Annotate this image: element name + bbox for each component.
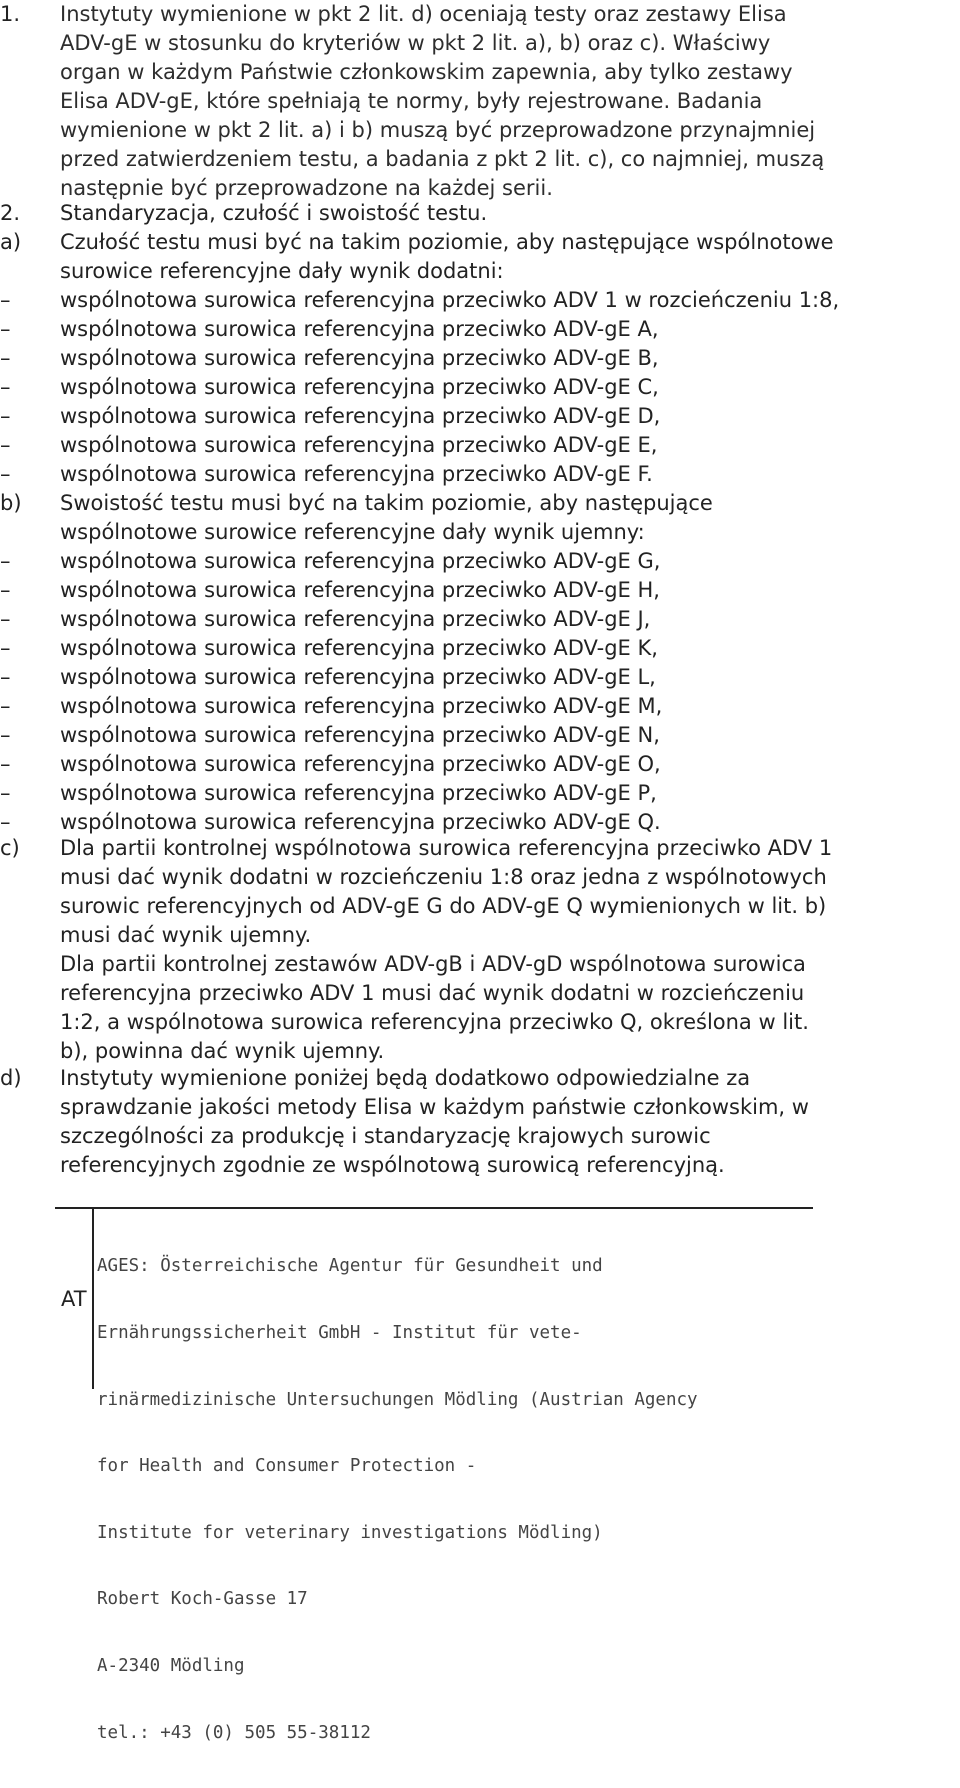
address-line: for Health and Consumer Protection - [97,1456,477,1477]
item-c-text [60,834,956,1066]
list-item [0,373,960,402]
institute-table [55,1207,813,1743]
list-item-text: wspólnotowa surowica referencyjna przeciwko ADV-gE M, [60,694,663,718]
item-1-line: przed zatwierdzeniem testu, a badania z pkt 2 lit. c), co najmniej, muszą [60,147,825,171]
list-item-text: wspólnotowa surowica referencyjna przeciwko ADV-gE E, [60,433,658,457]
item-1-line: ADV-gE w stosunku do kryteriów w pkt 2 lit. a), b) oraz c). Właściwy [60,31,771,55]
list-item-text: wspólnotowa surowica referencyjna przeciwko ADV-gE H, [60,578,660,602]
list-item-text: wspólnotowa surowica referencyjna przeciwko ADV-gE K, [60,636,658,660]
address-line: AGES: Österreichische Agentur für Gesundheit und [97,1256,603,1277]
list-item [0,721,960,750]
item-1-line: wymienione w pkt 2 lit. a) i b) muszą być przeprowadzone przynajmniej [60,118,816,142]
address-line: Institute for veterinary investigations Mödling) [97,1522,603,1543]
dash-marker: – [0,578,11,602]
item-c-line: surowic referencyjnych od ADV-gE G do ADV-gE Q wymienionych w lit. b) [60,894,827,918]
list-item-text: wspólnotowa surowica referencyjna przeciwko ADV-gE C, [60,375,659,399]
item-2-number: 2. [0,201,21,225]
item-1-line: następnie być przeprowadzone na każdej serii. [60,176,553,200]
item-c-line: referencyjna przeciwko ADV 1 musi dać wynik dodatni w rozcieńczeniu [60,981,805,1005]
dash-marker: – [0,781,11,805]
list-item [0,605,960,634]
item-a-text [60,228,956,286]
dash-marker: – [0,375,11,399]
list-item [0,663,960,692]
item-a-line: surowice referencyjne dały wynik dodatni: [60,259,504,283]
address-line: rinärmedizinische Untersuchungen Mödling (Austrian Agency [97,1389,698,1410]
item-1-line: organ w każdym Państwie członkowskim zapewnia, aby tylko zestawy [60,60,793,84]
table-column-divider [92,1207,94,1389]
list-item-text: wspólnotowa surowica referencyjna przeciwko ADV-gE P, [60,781,657,805]
item-d-line: Instytuty wymienione poniżej będą dodatkowo odpowiedzialne za [60,1066,751,1090]
dash-marker: – [0,810,11,834]
dash-marker: – [0,433,11,457]
item-d-text [60,1064,956,1180]
item-2-title: Standaryzacja, czułość i swoistość testu. [60,201,488,225]
list-item [0,547,960,576]
list-item [0,779,960,808]
item-a-bullet-list [0,286,960,489]
item-b-letter: b) [0,491,22,515]
item-d-line: sprawdzanie jakości metody Elisa w każdym państwie członkowskim, w [60,1095,809,1119]
item-b-bullet-list [0,547,960,837]
dash-marker: – [0,549,11,573]
dash-marker: – [0,346,11,370]
dash-marker: – [0,723,11,747]
item-1-text [60,0,956,203]
list-item-text: wspólnotowa surowica referencyjna przeciwko ADV-gE F. [60,462,653,486]
item-a-line: Czułość testu musi być na takim poziomie, aby następujące wspólnotowe [60,230,834,254]
list-item-text: wspólnotowa surowica referencyjna przeciwko ADV-gE B, [60,346,659,370]
item-1-line: Instytuty wymienione w pkt 2 lit. d) oceniają testy oraz zestawy Elisa [60,2,787,26]
dash-marker: – [0,288,11,312]
item-d-letter: d) [0,1066,22,1090]
item-c-line: b), powinna dać wynik ujemny. [60,1039,385,1063]
dash-marker: – [0,607,11,631]
item-a-letter: a) [0,230,22,254]
address-line: A-2340 Mödling [97,1656,245,1677]
item-b-line: wspólnotowe surowice referencyjne dały wynik ujemny: [60,520,645,544]
item-c-line: 1:2, a wspólnotowa surowica referencyjna przeciwko Q, określona w lit. [60,1010,809,1034]
dash-marker: – [0,636,11,660]
item-1-line: Elisa ADV-gE, które spełniają te normy, były rejestrowane. Badania [60,89,763,113]
address-line: tel.: +43 (0) 505 55-38112 [97,1722,371,1743]
table-top-rule [55,1207,813,1209]
country-code: AT [61,1287,87,1311]
item-b-text [60,489,956,547]
dash-marker: – [0,694,11,718]
list-item-text: wspólnotowa surowica referencyjna przeciwko ADV-gE N, [60,723,660,747]
list-item [0,315,960,344]
list-item [0,431,960,460]
list-item [0,634,960,663]
institute-address [97,1211,809,1788]
dash-marker: – [0,404,11,428]
list-item [0,286,960,315]
item-1-number: 1. [0,2,21,26]
list-item [0,692,960,721]
item-c-line: musi dać wynik ujemny. [60,923,312,947]
list-item [0,402,960,431]
list-item [0,576,960,605]
item-c-line: musi dać wynik dodatni w rozcieńczeniu 1:8 oraz jedna z wspólnotowych [60,865,827,889]
list-item-text: wspólnotowa surowica referencyjna przeciwko ADV-gE D, [60,404,661,428]
item-d-line: referencyjnych zgodnie ze wspólnotową surowicą referencyjną. [60,1153,725,1177]
list-item-text: wspólnotowa surowica referencyjna przeciwko ADV-gE O, [60,752,661,776]
dash-marker: – [0,665,11,689]
list-item-text: wspólnotowa surowica referencyjna przeciwko ADV-gE L, [60,665,656,689]
address-line: Robert Koch-Gasse 17 [97,1589,308,1610]
dash-marker: – [0,462,11,486]
list-item-text: wspólnotowa surowica referencyjna przeciwko ADV-gE J, [60,607,651,631]
item-c-line: Dla partii kontrolnej zestawów ADV-gB i ADV-gD wspólnotowa surowica [60,952,806,976]
item-d-line: szczególności za produkcję i standaryzację krajowych surowic [60,1124,711,1148]
list-item [0,460,960,489]
address-line: Ernährungssicherheit GmbH - Institut für vete- [97,1323,582,1344]
list-item [0,808,960,837]
list-item-text: wspólnotowa surowica referencyjna przeciwko ADV-gE A, [60,317,659,341]
list-item-text: wspólnotowa surowica referencyjna przeciwko ADV 1 w rozcieńczeniu 1:8, [60,288,840,312]
list-item [0,750,960,779]
item-c-letter: c) [0,836,20,860]
item-c-line: Dla partii kontrolnej wspólnotowa surowica referencyjna przeciwko ADV 1 [60,836,833,860]
dash-marker: – [0,752,11,776]
list-item [0,344,960,373]
dash-marker: – [0,317,11,341]
list-item-text: wspólnotowa surowica referencyjna przeciwko ADV-gE Q. [60,810,661,834]
list-item-text: wspólnotowa surowica referencyjna przeciwko ADV-gE G, [60,549,661,573]
item-b-line: Swoistość testu musi być na takim poziomie, aby następujące [60,491,713,515]
